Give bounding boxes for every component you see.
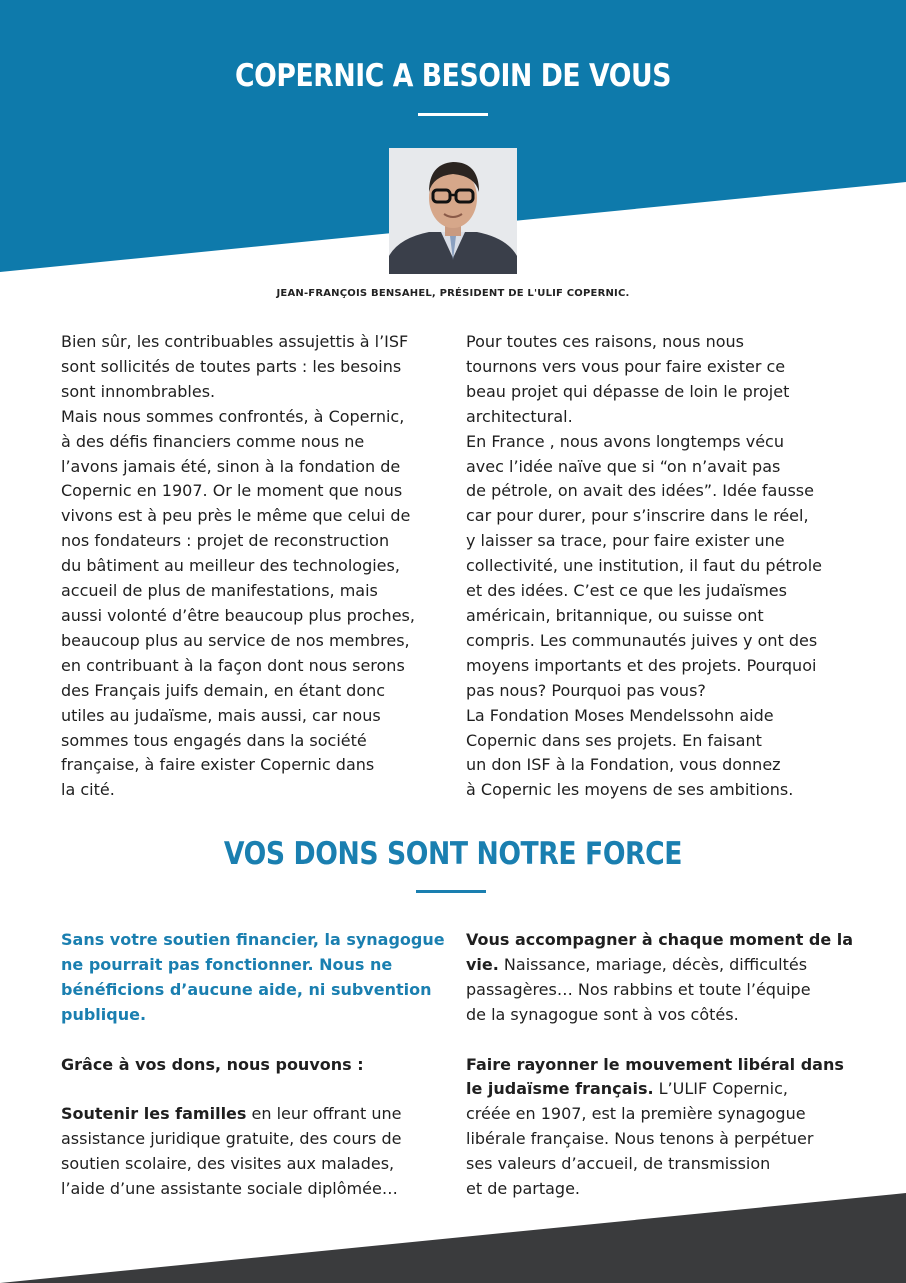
spacer [61,1028,445,1053]
accompany-text: Naissance, mariage, décès, difficultés [498,954,808,974]
text-line: passagères… Nos rabbins et toute l’équipe [466,979,811,999]
families-text: en leur offrant une [246,1104,402,1124]
footer-band [0,1193,906,1283]
text-line: française, à faire exister Copernic dans [61,755,375,775]
text-line: beaucoup plus au service de nos membres, [61,630,410,650]
text-line: du bâtiment au meilleur des technologies, [61,556,400,576]
highlight-line: publique. [61,1004,147,1024]
text-line: tournons vers vous pour faire exister ce [466,356,786,376]
text-line: vivons est à peu près le même que celui de [61,506,411,526]
text-line: sont innombrables. [61,381,216,401]
text-line: et de partage. [466,1179,580,1199]
text-line: de la synagogue sont à vos côtés. [466,1004,739,1024]
spacer [61,1077,445,1102]
highlight-line: ne pourrait pas fonctionner. Nous ne [61,954,393,974]
text-line: car pour durer, pour s’inscrire dans le réel, [466,506,809,526]
intro-left-column [61,330,415,803]
text-line: sommes tous engagés dans la société [61,730,367,750]
text-line: utiles au judaïsme, mais aussi, car nous [61,705,381,725]
text-line: un don ISF à la Fondation, vous donnez [466,755,781,775]
text-line: créée en 1907, est la première synagogue [466,1104,806,1124]
portrait-caption: JEAN-FRANÇOIS BENSAHEL, PRÉSIDENT DE L'ULIF COPERNIC. [276,288,630,299]
text-line: l’aide d’une assistante sociale diplômée… [61,1179,398,1199]
text-line: en contribuant à la façon dont nous serons [61,655,405,675]
liberal-text: L’ULIF Copernic, [653,1079,788,1099]
text-line: La Fondation Moses Mendelssohn aide [466,705,774,725]
text-line: à Copernic les moyens de ses ambitions. [466,780,794,800]
text-line: En France , nous avons longtemps vécu [466,431,784,451]
text-line: sont sollicités de toutes parts : les besoins [61,356,402,376]
text-line: à des défis financiers comme nous ne [61,431,365,451]
highlight-line: bénéficions d’aucune aide, ni subvention [61,979,432,999]
text-line: Mais nous sommes confrontés, à Copernic, [61,406,405,426]
page-title: COPERNIC A BESOIN DE VOUS [235,58,671,94]
donations-left-column [61,928,445,1202]
text-line: moyens importants et des projets. Pourquoi [466,655,817,675]
text-line: Pour toutes ces raisons, nous nous [466,332,744,351]
accompany-line [466,953,853,978]
portrait-photo [389,148,517,274]
liberal-heading: Faire rayonner le mouvement libéral dans [466,1054,844,1074]
highlight-line: Sans votre soutien financier, la synagogue [61,930,445,949]
liberal-line [466,1077,853,1102]
text-line: accueil de plus de manifestations, mais [61,581,378,601]
families-heading: Soutenir les familles [61,1104,247,1124]
section-title: VOS DONS SONT NOTRE FORCE [223,836,683,872]
text-line: ses valeurs d’accueil, de transmission [466,1154,771,1174]
text-line: architectural. [466,406,573,426]
accompany-heading: Vous accompagner à chaque moment de la [466,930,854,949]
text-line: aussi volonté d’être beaucoup plus proches, [61,605,415,625]
spacer [466,1028,853,1053]
title-underline [418,113,488,116]
intro-right-column [466,330,822,803]
portrait-photo-icon [389,148,517,274]
text-line: assistance juridique gratuite, des cours de [61,1129,402,1149]
text-line: Copernic dans ses projets. En faisant [466,730,762,750]
text-line: soutien scolaire, des visites aux malades, [61,1154,395,1174]
text-line: avec l’idée naïve que si “on n’avait pas [466,456,781,476]
text-line: collectivité, une institution, il faut du pétrole [466,556,822,576]
section-title-underline [416,890,486,893]
text-line: libérale française. Nous tenons à perpétuer [466,1129,814,1149]
text-line: nos fondateurs : projet de reconstruction [61,531,390,551]
text-line: et des idées. C’est ce que les judaïsmes [466,581,787,601]
text-line: l’avons jamais été, sinon à la fondation de [61,456,401,476]
donations-right-column [466,928,853,1202]
liberal-heading-end: le judaïsme français. [466,1079,654,1099]
text-line: Bien sûr, les contribuables assujettis à l’ISF [61,332,409,351]
accompany-heading-end: vie. [466,954,499,974]
text-line: Copernic en 1907. Or le moment que nous [61,481,403,501]
text-line: y laisser sa trace, pour faire exister une [466,531,785,551]
text-line: pas nous? Pourquoi pas vous? [466,680,706,700]
text-line: compris. Les communautés juives y ont des [466,630,818,650]
families-paragraph-line [61,1102,445,1127]
text-line: de pétrole, on avait des idées”. Idée fausse [466,481,814,501]
text-line: beau projet qui dépasse de loin le projet [466,381,790,401]
text-line: des Français juifs demain, en étant donc [61,680,386,700]
text-line: américain, britannique, ou suisse ont [466,605,764,625]
text-line: la cité. [61,780,115,800]
lead-line: Grâce à vos dons, nous pouvons : [61,1054,364,1074]
